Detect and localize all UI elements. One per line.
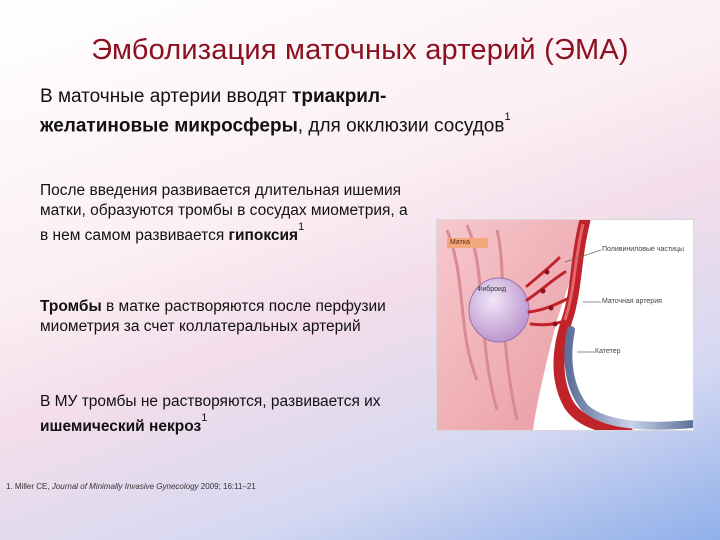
footnote-journal: Journal of Minimally Invasive Gynecology <box>51 482 199 491</box>
paragraph-thrombi-text: в матке растворяются после перфузии миометрия за счет коллатеральных артерий <box>40 298 386 335</box>
intro-bold-2: желатиновые микросферы <box>40 115 298 137</box>
paragraph-necrosis-reference: 1 <box>201 412 208 424</box>
intro-text-2: , для окклюзии сосудов <box>297 115 505 137</box>
intro-reference: 1 <box>504 111 511 123</box>
label-fibroid: Фиброид <box>477 286 507 293</box>
paragraph-necrosis-bold: ишемический некроз <box>40 418 202 436</box>
paragraph-thrombi-bold: Тромбы <box>40 298 102 315</box>
paragraph-thrombi <box>40 297 420 337</box>
embolic-particle <box>541 289 546 294</box>
intro-bold-1: триакрил- <box>292 86 387 107</box>
catheter <box>568 330 693 426</box>
embolic-particle <box>545 270 550 275</box>
paragraph-ischemia-text: После введения развивается длительная ишемия матки, образуются тромбы в сосудах миометрия, а в нем самом развивается <box>40 182 408 245</box>
embolic-particle <box>553 322 558 327</box>
uterine-artery-illustration <box>436 219 694 431</box>
intro-text-1: В маточные артерии вводят <box>40 86 293 107</box>
embolic-particle <box>549 306 554 311</box>
footnote-number: 1. <box>6 482 13 491</box>
footnote-details: 2009; 16:11–21 <box>200 482 256 491</box>
paragraph-ischemia-bold: гипоксия <box>228 227 299 245</box>
footnote-authors: Miller CE, <box>14 482 50 491</box>
paragraph-necrosis-text: В МУ тромбы не растворяются, развивается их <box>40 393 381 410</box>
slide-title: Эмболизация маточных артерий (ЭМА) <box>91 34 629 66</box>
label-pva-particles: Поливиниловые частицы <box>602 246 685 253</box>
label-uterus: Матка <box>447 238 488 248</box>
paragraph-ischemia-reference: 1 <box>298 221 305 233</box>
intro-text <box>40 84 680 138</box>
label-uterine-artery: Маточная артерия <box>602 298 662 305</box>
paragraph-necrosis <box>40 392 420 437</box>
label-catheter: Катетер <box>595 348 621 355</box>
footnote <box>6 482 256 491</box>
paragraph-ischemia <box>40 181 420 246</box>
